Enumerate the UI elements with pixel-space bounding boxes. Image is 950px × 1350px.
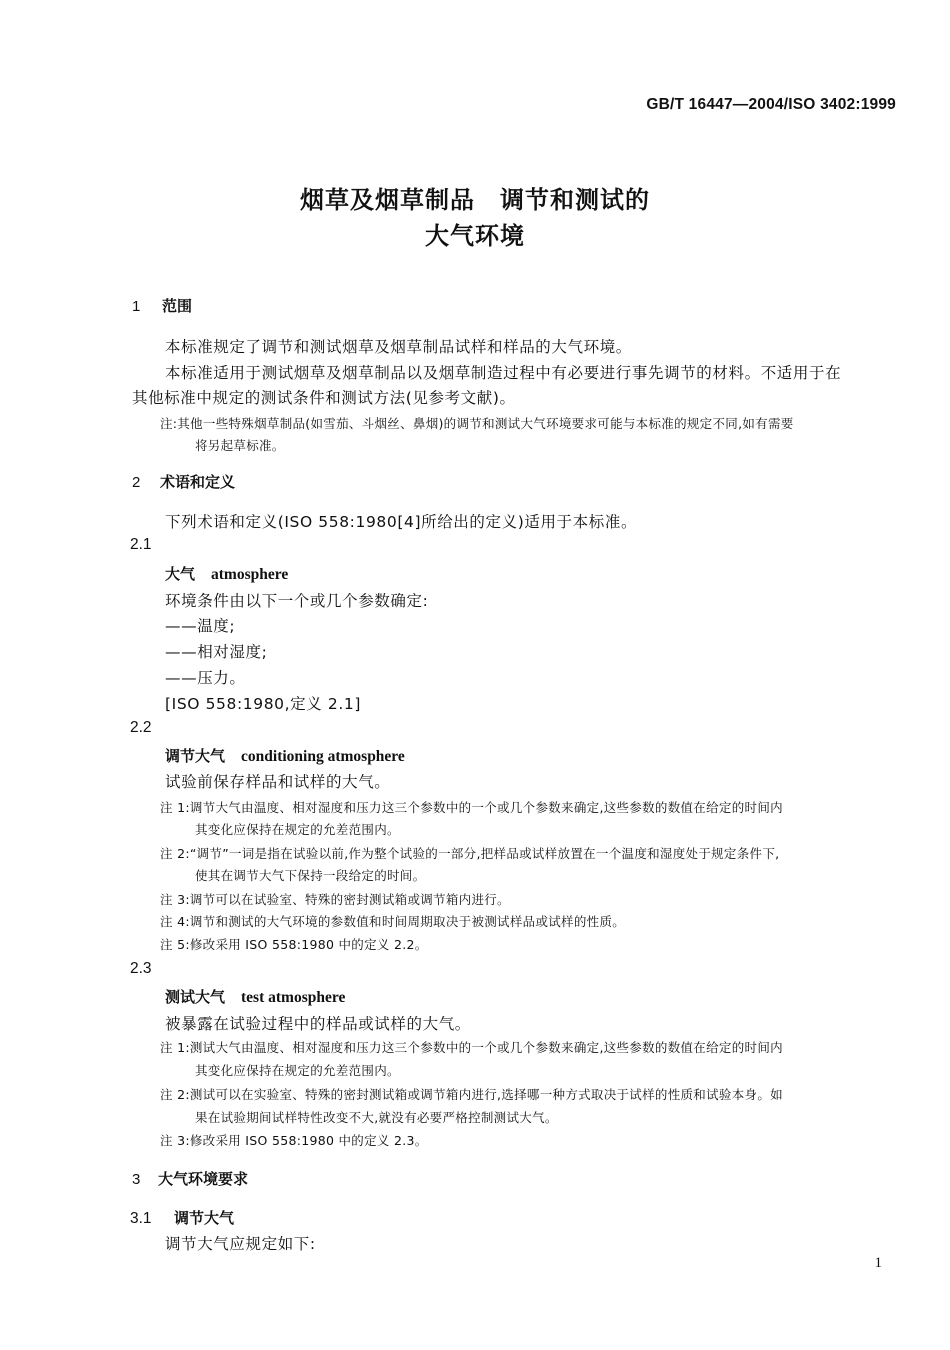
standard-number: GB/T 16447—2004/ISO 3402:1999 [646, 96, 896, 113]
note: 注 2:测试可以在实验室、特殊的密封测试箱或调节箱内进行,选择哪一种方式取决于试样的性质和试验本身。如 [160, 1087, 783, 1102]
term-english: conditioning atmosphere [241, 748, 405, 765]
list-item: ——相对湿度; [165, 643, 268, 661]
paragraph: 本标准适用于测试烟草及烟草制品以及烟草制造过程中有必要进行事先调节的材料。不适用于在 [165, 364, 842, 382]
document-title-line1: 烟草及烟草制品 调节和测试的 [300, 186, 650, 214]
reference: [ISO 558:1980,定义 2.1] [165, 695, 361, 713]
note: 注:其他一些特殊烟草制品(如雪茄、斗烟丝、鼻烟)的调节和测试大气环境要求可能与本标准的规定不同,如有需要 [160, 416, 794, 431]
definition: 试验前保存样品和试样的大气。 [165, 773, 391, 791]
section-number: 2 [132, 474, 141, 491]
definition: 环境条件由以下一个或几个参数确定: [165, 592, 429, 610]
paragraph: 下列术语和定义(ISO 558:1980[4]所给出的定义)适用于本标准。 [165, 513, 638, 531]
section-number: 1 [132, 298, 141, 315]
note: 其变化应保持在规定的允差范围内。 [195, 822, 400, 837]
note: 其变化应保持在规定的允差范围内。 [195, 1063, 400, 1078]
section-number: 3 [132, 1171, 141, 1188]
note: 注 1:调节大气由温度、相对湿度和压力这三个参数中的一个或几个参数来确定,这些参数的数值在给定的时间内 [160, 800, 783, 815]
paragraph: 其他标准中规定的测试条件和测试方法(见参考文献)。 [132, 389, 516, 407]
clause-number: 2.2 [130, 719, 152, 736]
note: 注 1:测试大气由温度、相对湿度和压力这三个参数中的一个或几个参数来确定,这些参数的数值在给定的时间内 [160, 1040, 783, 1055]
clause-number: 2.3 [130, 960, 152, 977]
note: 注 4:调节和测试的大气环境的参数值和时间周期取决于被测试样品或试样的性质。 [160, 914, 626, 929]
section-3-heading [132, 1168, 248, 1189]
section-2-heading [132, 471, 235, 492]
section-title: 范围 [162, 297, 193, 315]
note: 注 2:“调节”一词是指在试验以前,作为整个试验的一部分,把样品或试样放置在一个温度和湿度处于规定条件下, [160, 846, 780, 861]
section-title: 大气环境要求 [158, 1170, 249, 1188]
term-chinese: 大气 [165, 565, 196, 583]
note: 注 3:调节可以在试验室、特殊的密封测试箱或调节箱内进行。 [160, 892, 510, 907]
note: 使其在调节大气下保持一段给定的时间。 [195, 868, 426, 883]
term-english: test atmosphere [241, 989, 346, 1006]
term-chinese: 调节大气 [165, 747, 226, 765]
list-item: ——压力。 [165, 669, 246, 687]
note: 果在试验期间试样特性改变不大,就没有必要严格控制测试大气。 [195, 1110, 558, 1125]
clause-number: 2.1 [130, 536, 152, 553]
note: 将另起草标准。 [195, 438, 285, 453]
section-title: 术语和定义 [160, 473, 236, 491]
paragraph: 调节大气应规定如下: [165, 1235, 316, 1253]
note: 注 3:修改采用 ISO 558:1980 中的定义 2.3。 [160, 1133, 428, 1148]
subsection-number: 3.1 [130, 1210, 152, 1227]
paragraph: 本标准规定了调节和测试烟草及烟草制品试样和样品的大气环境。 [165, 338, 632, 356]
term-entry [165, 563, 288, 584]
subsection-title: 调节大气 [174, 1209, 235, 1227]
term-chinese: 测试大气 [165, 988, 226, 1006]
note: 注 5:修改采用 ISO 558:1980 中的定义 2.2。 [160, 937, 428, 952]
subsection-3-1-heading [130, 1207, 234, 1228]
list-item: ——温度; [165, 617, 236, 635]
term-english: atmosphere [211, 566, 289, 583]
page-number: 1 [874, 1255, 882, 1271]
section-1-heading [132, 295, 192, 316]
term-entry [165, 986, 345, 1007]
term-entry [165, 745, 405, 766]
definition: 被暴露在试验过程中的样品或试样的大气。 [165, 1015, 471, 1033]
document-title-line2: 大气环境 [425, 222, 525, 250]
